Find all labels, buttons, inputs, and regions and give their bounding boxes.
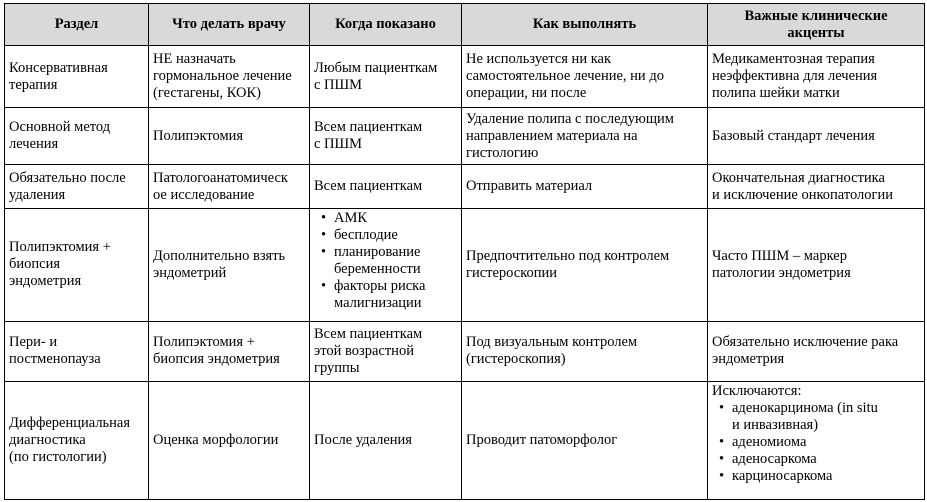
- cell-action: НЕ назначать гормональное лечение (гестагены, КОК): [149, 46, 310, 108]
- cell-when: Всем пациенткам: [310, 165, 462, 209]
- cell-notes: Обязательно исключение рака эндометрия: [708, 321, 925, 381]
- list-item: • аденокарцинома (in situ и инвазивная): [732, 400, 920, 434]
- table-row: [5, 165, 925, 209]
- cell-how: Проводит патоморфолог: [462, 381, 708, 499]
- list-item: • карциносаркома: [732, 468, 920, 485]
- cell-when: Любым пациенткам с ПШМ: [310, 46, 462, 108]
- table-row: [5, 108, 925, 165]
- cell-section: Консервативная терапия: [5, 46, 149, 108]
- cell-notes: Часто ПШМ – маркер патологии эндометрия: [708, 209, 925, 321]
- cell-section: Обязательно после удаления: [5, 165, 149, 209]
- cell-when: После удаления: [310, 381, 462, 499]
- cell-action: Полипэктомия: [149, 108, 310, 165]
- cell-action: Оценка морфологии: [149, 381, 310, 499]
- cell-notes: Базовый стандарт лечения: [708, 108, 925, 165]
- cell-when: [310, 209, 462, 321]
- header-row: [5, 4, 925, 46]
- list-item: • аденосаркома: [732, 451, 920, 468]
- list-item: • АМК: [334, 210, 457, 227]
- cell-when: Всем пациенткам этой возрастной группы: [310, 321, 462, 381]
- list-item: • бесплодие: [334, 227, 457, 244]
- cell-notes: Медикаментозная терапия неэффективна для лечения полипа шейки матки: [708, 46, 925, 108]
- cell-action: Дополнительно взять эндометрий: [149, 209, 310, 321]
- cell-section: Основной метод лечения: [5, 108, 149, 165]
- list-item: • факторы риска малигнизации: [334, 278, 457, 312]
- indication-list: [314, 210, 457, 312]
- header-action: Что делать врачу: [149, 4, 310, 46]
- cell-action: Полипэктомия + биопсия эндометрия: [149, 321, 310, 381]
- cell-how: Под визуальным контролем (гистероскопия): [462, 321, 708, 381]
- cell-action: Патологоанатомическ ое исследование: [149, 165, 310, 209]
- cell-how: Удаление полипа с последующим направлением материала на гистологию: [462, 108, 708, 165]
- cell-how: Не используется ни как самостоятельное лечение, ни до операции, ни после: [462, 46, 708, 108]
- cell-how: Предпочтительно под контролем гистероскопии: [462, 209, 708, 321]
- header-how: Как выполнять: [462, 4, 708, 46]
- cell-notes: [708, 381, 925, 499]
- cell-when: Всем пациенткам с ПШМ: [310, 108, 462, 165]
- table-row: [5, 46, 925, 108]
- header-when: Когда показано: [310, 4, 462, 46]
- header-section: Раздел: [5, 4, 149, 46]
- exclusion-intro: Исключаются:: [712, 382, 802, 399]
- table-row: [5, 321, 925, 381]
- list-item: • планирование беременности: [334, 244, 457, 278]
- cell-section: Полипэктомия + биопсия эндометрия: [5, 209, 149, 321]
- clinical-table: [4, 3, 925, 500]
- cell-section: Пери- и постменопауза: [5, 321, 149, 381]
- table-row: [5, 381, 925, 499]
- cell-how: Отправить материал: [462, 165, 708, 209]
- list-item: • аденомиома: [732, 434, 920, 451]
- cell-section: Дифференциальная диагностика (по гистологии): [5, 381, 149, 499]
- cell-notes: Окончательная диагностика и исключение онкопатологии: [708, 165, 925, 209]
- exclusion-list: [712, 400, 920, 485]
- header-notes: Важные клинические акценты: [708, 4, 925, 46]
- table-row: [5, 209, 925, 321]
